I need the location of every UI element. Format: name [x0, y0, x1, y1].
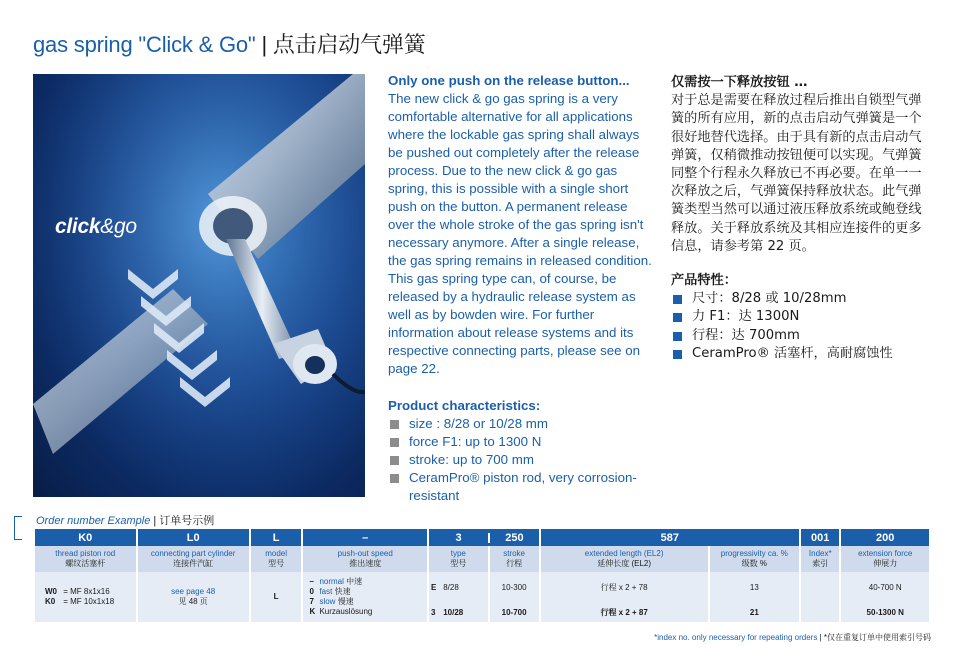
order-code-cell: K0 [35, 529, 136, 546]
push-out-speed-options: – normal 中速 0 fast 快速 7 slow 慢速 K Kurzauslösung [303, 572, 427, 622]
en-lead: Only one push on the release button... [388, 73, 630, 88]
model-value: L [251, 572, 302, 622]
order-code-pair [429, 529, 539, 546]
chinese-description [671, 74, 933, 363]
type-cell: E 8/28 [429, 572, 488, 603]
page-title-separator: | [261, 32, 267, 57]
type-cell: 3 10/28 [429, 603, 488, 622]
order-header-cell: extension force 伸展力 [841, 546, 929, 572]
zh-characteristic-item: 尺寸：8/28 或 10/28mm [671, 290, 933, 308]
product-photo [33, 74, 365, 497]
order-code-cell: 587 [541, 529, 799, 546]
extension-force-cell: 50-1300 N [841, 603, 929, 622]
progressivity-cell: 13 [710, 572, 799, 603]
page-title [33, 28, 426, 59]
extension-force-cell: 40-700 N [841, 572, 929, 603]
en-characteristic-item: force F1: up to 1300 N [388, 433, 653, 451]
zh-body: 对于总是需要在释放过程后推出自锁型气弹簧的所有应用，新的点击启动气弹簧是一个很好地替代选择。由于具有新的点击启动气弹簧，仅稍微推动按钮便可以实现。气弹簧同整个行程永久释放已不再必要。在单一一次释放之后，气弹簧保持释放状态。此气弹簧类型当然可以通过液压释放系统或鲍登线释放。关于释放系统及其相应连接件的更多信息，请参考第 22 页。 [671, 93, 922, 254]
order-header-cell: connecting part cylinder 连接件汽缸 [138, 546, 249, 572]
extended-length-cell: 行程 x 2 + 87 [541, 603, 708, 622]
zh-characteristics-heading: 产品特性： [671, 273, 737, 289]
progressivity-cell: 21 [710, 603, 799, 622]
order-header-row [35, 546, 929, 572]
extended-length-cell: 行程 x 2 + 78 [541, 572, 708, 603]
zh-characteristics-list [671, 290, 933, 363]
order-header-cell: model 型号 [251, 546, 302, 572]
page-title-zh: 点击启动气弹簧 [272, 33, 426, 58]
zh-lead: 仅需按一下释放按钮 … [671, 75, 808, 90]
order-example-label: Order number Example | 订单号示例 [36, 515, 215, 527]
order-bracket-decoration [14, 516, 22, 540]
index-footnote: *index no. only necessary for repeating orders | *仅在重复订单中使用索引号码 [654, 633, 931, 642]
order-number-table [33, 529, 931, 622]
order-code-cell: L [251, 529, 302, 546]
english-description [388, 72, 653, 505]
order-data-row [35, 572, 929, 603]
en-body: The new click & go gas spring is a very comfortable alternative for all applications where the lockable gas spring shall always be pushed out completely after the release process. Due to the new click & go gas spring, this is possible with a single short push on the button. A permanent release over the whole stroke of the gas spring isn't necessary anymore. After a single release, the gas spring remains in released condition. This gas spring type can, of course, be released by a hydraulic release system as well as by bowden wire. For further information about release systems and its respective connecting parts, please see on page 22. [388, 91, 652, 376]
connecting-part-reference: see page 48 见 48 页 [138, 572, 249, 622]
order-header-cell: progressivity ca. % 级数 % [710, 546, 799, 572]
order-code-row [35, 529, 929, 546]
order-header-cell: type 型号 [429, 546, 488, 572]
zh-characteristic-item: 行程：达 700mm [671, 327, 933, 345]
index-cell [801, 572, 839, 622]
en-characteristic-item: CeramPro® piston rod, very corrosion-resistant [388, 469, 653, 505]
en-characteristic-item: size : 8/28 or 10/28 mm [388, 415, 653, 433]
en-characteristics-list [388, 415, 653, 505]
order-code-cell: – [303, 529, 427, 546]
stroke-cell: 10-700 [490, 603, 539, 622]
order-header-cell: Index* 索引 [801, 546, 839, 572]
order-code-cell: L0 [138, 529, 249, 546]
stroke-cell: 10-300 [490, 572, 539, 603]
order-code-cell: 250 [505, 531, 524, 544]
order-header-cell: push-out speed 推出速度 [303, 546, 427, 572]
gas-spring-illustration [33, 74, 365, 497]
order-header-cell: stroke 行程 [490, 546, 539, 572]
order-header-cell: thread piston rod 螺纹活塞杆 [35, 546, 136, 572]
en-characteristic-item: stroke: up to 700 mm [388, 451, 653, 469]
order-code-cell: 001 [801, 529, 839, 546]
zh-characteristic-item: CeramPro® 活塞杆，高耐腐蚀性 [671, 345, 933, 363]
order-code-cell: 200 [841, 529, 929, 546]
order-header-cell: extended length (EL2) 延伸长度 (EL2) [541, 546, 708, 572]
zh-characteristic-item: 力 F1：达 1300N [671, 308, 933, 326]
en-characteristics-heading: Product characteristics: [388, 398, 541, 413]
thread-options: W0 = MF 8x1x16 K0 = MF 10x1x18 [35, 572, 136, 622]
page-title-en: gas spring "Click & Go" [33, 32, 256, 57]
click-and-go-logo: click&go [55, 215, 137, 238]
order-code-cell: 3 [429, 533, 490, 543]
